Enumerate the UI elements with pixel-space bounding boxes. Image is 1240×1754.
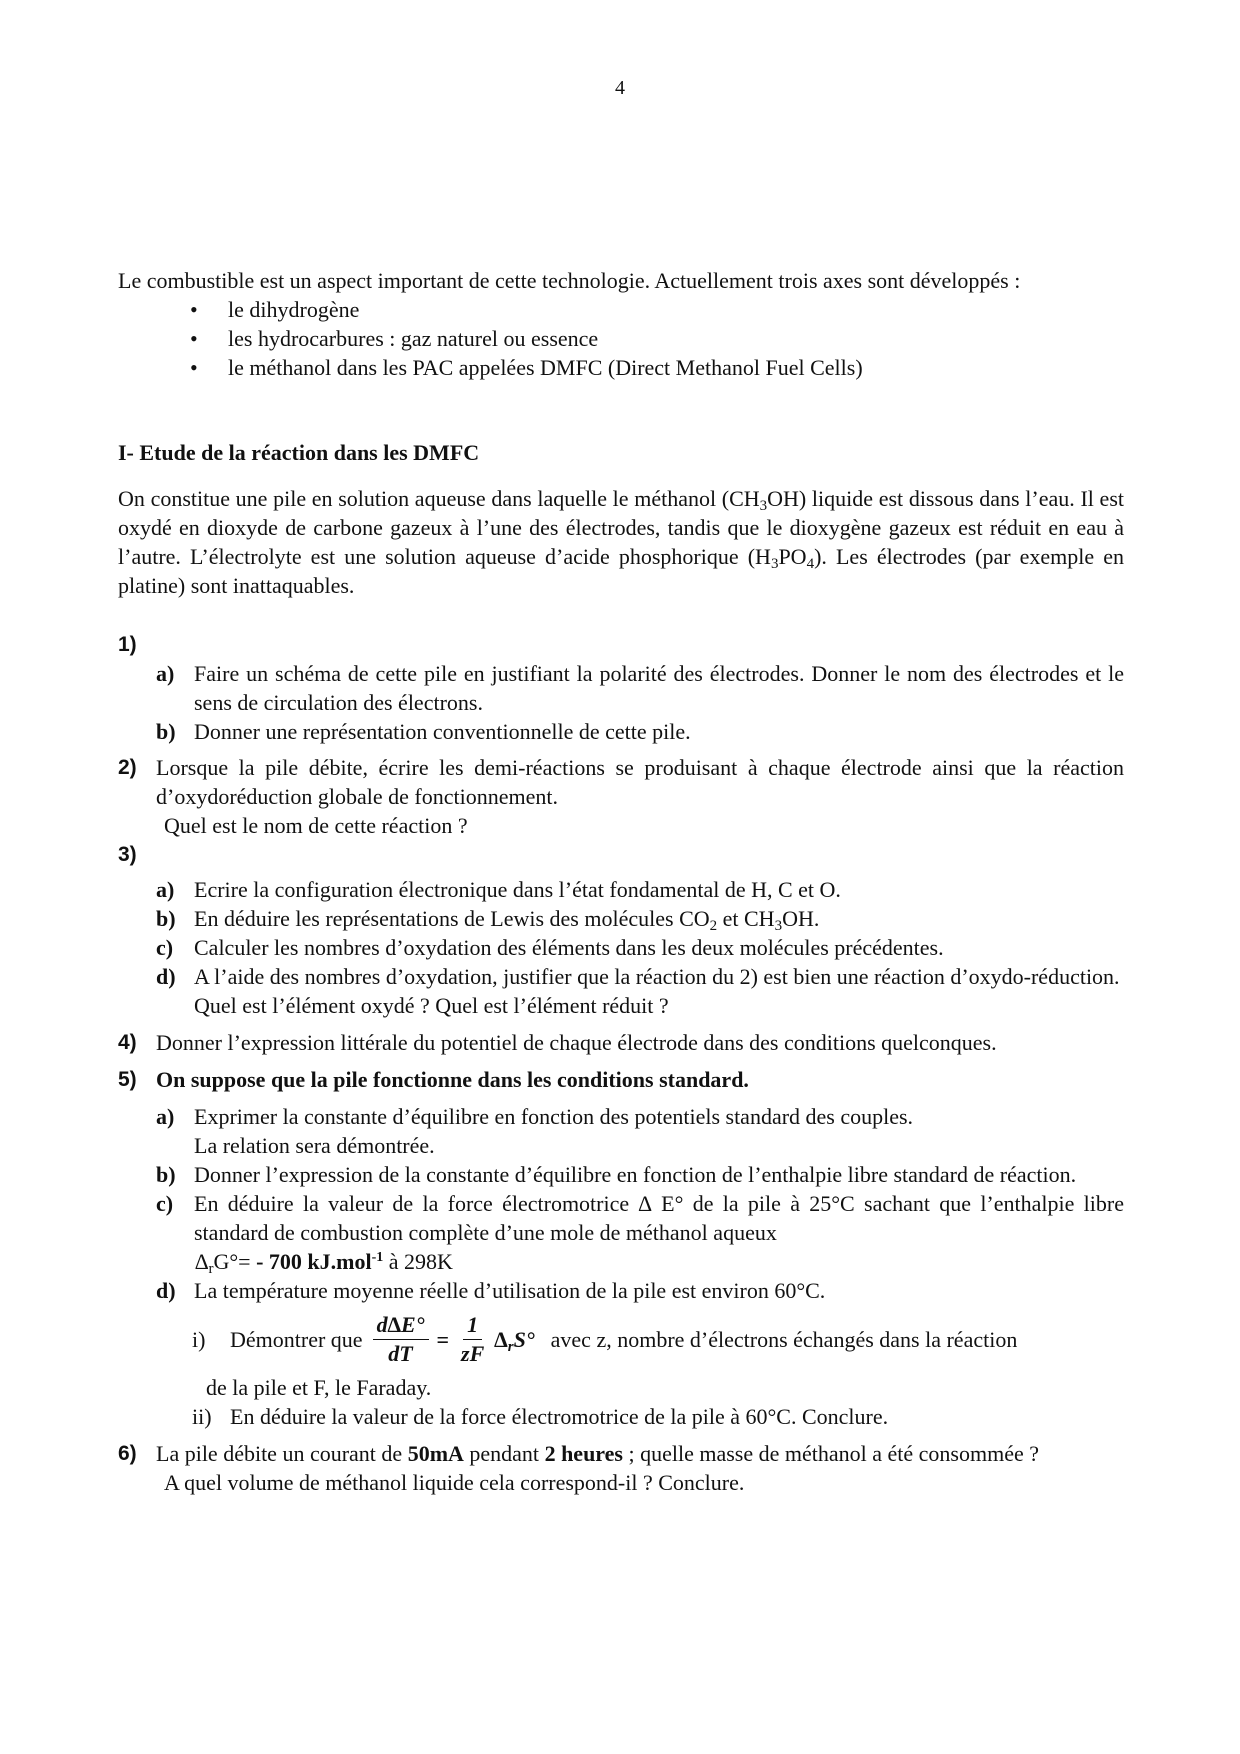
question-5a: a) Exprimer la constante d’équilibre en fonction des potentiels standard des couples.: [156, 1104, 914, 1129]
question-4: 4) Donner l’expression littérale du potentiel de chaque électrode dans des conditions quelconques.: [118, 1030, 997, 1055]
question-3d: d) A l’aide des nombres d’oxydation, justifier que la réaction du 2) est bien une réaction d’oxydo-réduction.: [156, 964, 1120, 989]
question-5d: d) La température moyenne réelle d’utilisation de la pile est environ 60°C.: [156, 1278, 826, 1303]
question-number: 3): [118, 843, 137, 866]
question-5: 5) On suppose que la pile fonctionne dans les conditions standard.: [118, 1067, 749, 1092]
question-number: 1): [118, 633, 137, 656]
question-1: [118, 630, 1124, 659]
question-5c: c) En déduire la valeur de la force électromotrice ∆ E° de la pile à 25°C sachant que l’enthalpie libre standard de combustion complète d’une mole de méthanol aqueux: [156, 1191, 1124, 1245]
intro-paragraph: Le combustible est un aspect important de cette technologie. Actuellement trois axes sont développés :: [118, 268, 1021, 293]
question-number: 6): [118, 1442, 137, 1465]
question-5a-followup: La relation sera démontrée.: [194, 1133, 435, 1158]
section-paragraph: On constitue une pile en solution aqueuse dans laquelle le méthanol $(CH_3OH)$ liquide est dissous dans l’eau. Il est oxydé en dioxyde de carbone gazeux à l’une des électrodes, tandis que le dioxygène gazeux est réduit en eau à l’autre. L’électrolyte est une solution aqueuse d’acide phosphorique $(H_3PO_4)$. Les électrodes (par exemple en platine) sont inattaquables.: [118, 486, 1125, 598]
question-3: [118, 840, 1124, 869]
derivative-fraction: $\frac{d\Delta E^\circ}{dT}$: [373, 1311, 429, 1368]
question-1b: b) Donner une représentation conventionnelle de cette pile.: [156, 719, 691, 744]
question-2: 2) Lorsque la pile débite, écrire les demi-réactions se produisant à chaque électrode ainsi que la réaction d’oxydoréduction globale de fonctionnement.: [118, 755, 1124, 809]
question-3d-followup: Quel est l’élément oxydé ? Quel est l’élément réduit ?: [194, 993, 669, 1018]
list-item: • le dihydrogène: [190, 295, 1124, 324]
inverse-zf-fraction: $\frac{1}{zF}$: [461, 1311, 485, 1366]
question-5d-i: i) Démontrer que $\frac{d\Delta E^\circ}{dT}$ = $\frac{1}{zF}$ $\Delta_rS^\circ$ avec z, nombre d’électrons échangés dans la réaction: [192, 1311, 1018, 1366]
question-number: 2): [118, 756, 137, 779]
list-item: • les hydrocarbures : gaz naturel ou essence: [190, 324, 1124, 353]
question-3b: b) En déduire les représentations de Lewis des molécules $CO_2$ et $CH_3OH$.: [156, 906, 820, 934]
question-5d-ii: ii) En déduire la valeur de la force électromotrice de la pile à 60°C. Conclure.: [192, 1404, 889, 1429]
page-number: 4: [615, 77, 625, 99]
question-6: 6) La pile débite un courant de 50mA pendant 2 heures ; quelle masse de méthanol a été consommée ?: [118, 1441, 1040, 1466]
question-2-followup: Quel est le nom de cette réaction ?: [164, 813, 468, 838]
entropy-term: $\Delta_rS^\circ$: [494, 1326, 535, 1355]
document-body: [118, 266, 1124, 1497]
question-5d-i-followup: de la pile et F, le Faraday.: [206, 1375, 432, 1400]
section-title: I- Etude de la réaction dans les DMFC: [118, 440, 480, 465]
question-1a: a) Faire un schéma de cette pile en justifiant la polarité des électrodes. Donner le nom des électrodes et le sens de circulation des électrons.: [156, 661, 1124, 715]
list-item: • le méthanol dans les PAC appelées DMFC (Direct Methanol Fuel Cells): [190, 353, 1124, 382]
question-5b: b) Donner l’expression de la constante d’équilibre en fonction de l’enthalpie libre standard de réaction.: [156, 1162, 1077, 1187]
question-6-followup: A quel volume de méthanol liquide cela correspond-il ? Conclure.: [164, 1470, 745, 1495]
question-3c: c) Calculer les nombres d’oxydation des éléments dans les deux molécules précédentes.: [156, 935, 944, 960]
question-5c-formula: $\Delta_rG^\circ= - 700$ kJ.mol$^{-1}$ à 298K: [195, 1249, 453, 1277]
fuel-axes-list: [118, 295, 1124, 382]
question-3a: a) Ecrire la configuration électronique dans l’état fondamental de H, C et O.: [156, 877, 841, 902]
question-number: 4): [118, 1031, 137, 1054]
question-number: 5): [118, 1068, 137, 1091]
